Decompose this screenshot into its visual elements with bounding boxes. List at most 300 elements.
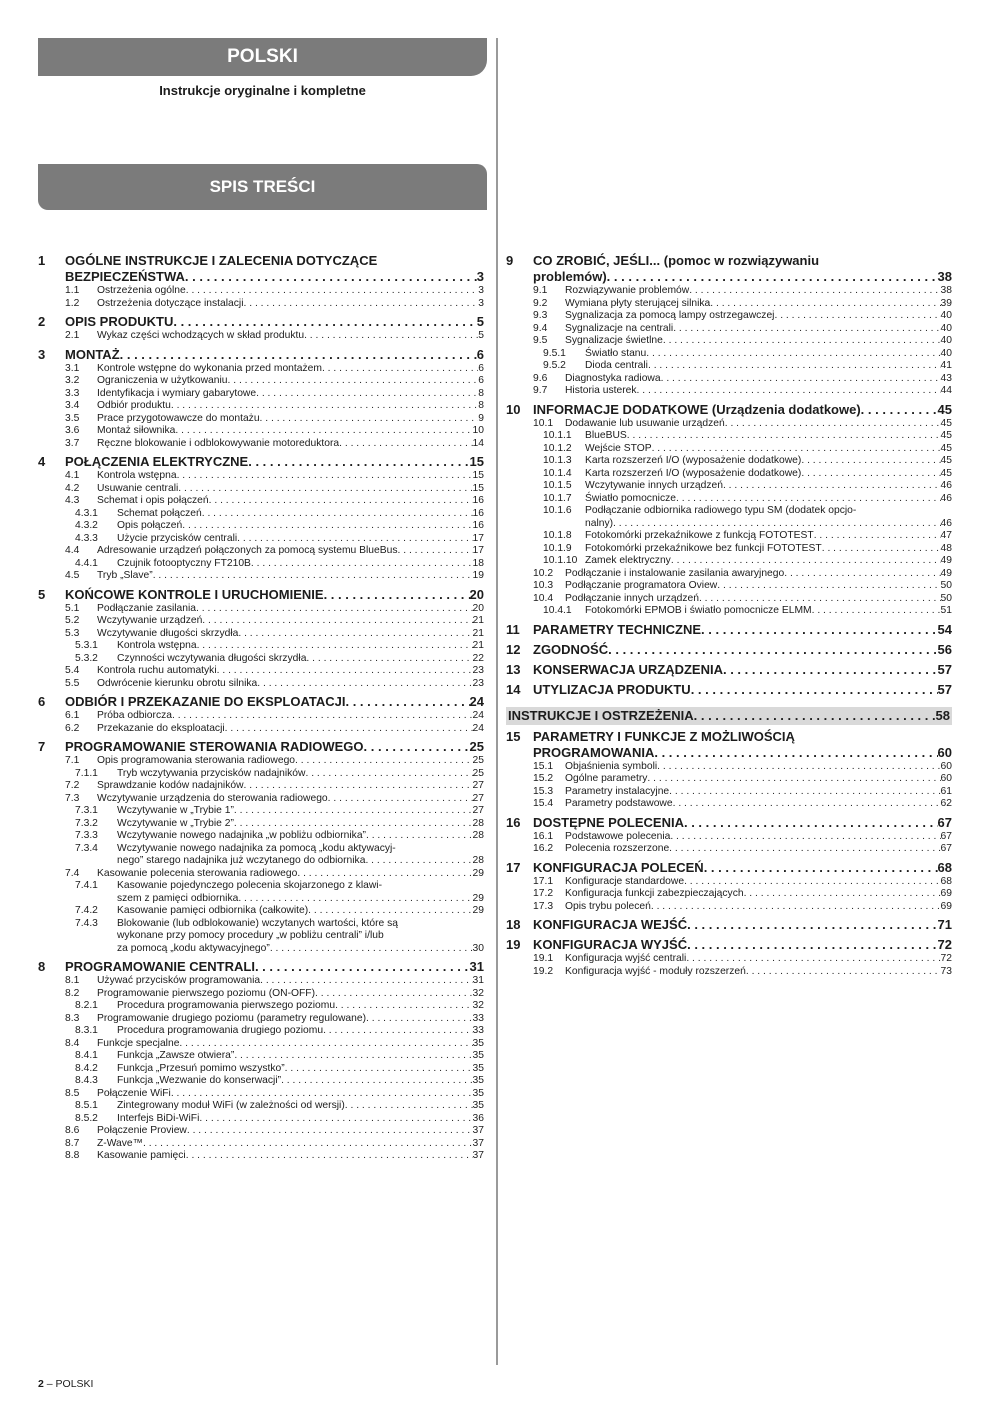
toc-line [97, 388, 484, 401]
dot-leader [173, 314, 476, 330]
entry-title: Historia usterek [565, 385, 637, 396]
entry-number: 8.4.3 [75, 1075, 98, 1086]
toc-section[interactable] [38, 694, 484, 735]
toc-entry[interactable] [533, 580, 952, 593]
dot-leader [774, 310, 940, 323]
toc-line [585, 455, 952, 468]
section-title[interactable] [65, 454, 484, 470]
toc-entry[interactable] [65, 843, 484, 868]
toc-section[interactable] [38, 454, 484, 583]
toc-entry[interactable] [533, 418, 952, 431]
entry-body [585, 493, 952, 506]
entry-title: Konfiguracja funkcji zabezpieczających [565, 888, 744, 899]
section-page: 68 [937, 859, 952, 875]
entry-page: 48 [940, 542, 952, 554]
entry-body [97, 665, 484, 678]
entry-number: 10.3 [533, 580, 554, 591]
toc-entry[interactable] [65, 1125, 484, 1138]
entry-page: 30 [472, 942, 484, 954]
toc-line [117, 1100, 484, 1113]
entry-body [117, 768, 484, 781]
toc-entry[interactable] [533, 480, 952, 493]
toc-entry[interactable] [533, 568, 952, 581]
toc-section[interactable] [38, 253, 484, 310]
toc-section[interactable] [506, 815, 952, 856]
dot-leader [784, 568, 940, 581]
entry-title: Czynności wczytywania długości skrzydła [117, 652, 307, 664]
section-title[interactable] [65, 959, 484, 975]
entry-number: 9.3 [533, 310, 548, 321]
dot-leader [323, 1025, 472, 1038]
toc-line [97, 1038, 484, 1051]
toc-entry[interactable] [533, 443, 952, 456]
toc-line [97, 678, 484, 691]
toc-line [97, 375, 484, 388]
entry-body [117, 640, 484, 653]
entry-page: 28 [472, 855, 484, 866]
dot-leader [297, 868, 472, 881]
toc-section[interactable] [38, 959, 484, 1163]
section-title-text: PARAMETRY TECHNICZNE [533, 621, 702, 637]
entry-number: 1.2 [65, 297, 80, 309]
entry-body [117, 520, 484, 533]
section-body [533, 937, 952, 978]
toc-section[interactable] [506, 917, 952, 933]
toc-section[interactable] [506, 662, 952, 678]
toc-entry[interactable] [65, 615, 484, 628]
toc-line [117, 893, 484, 906]
entry-body [97, 975, 484, 988]
dot-leader [646, 348, 940, 361]
toc-entry[interactable] [65, 793, 484, 806]
footer-page-number: 2 [38, 1378, 44, 1390]
toc-entry[interactable] [65, 780, 484, 793]
toc-entry[interactable] [65, 545, 484, 558]
entry-page: 60 [940, 760, 952, 772]
section-title-text: KONFIGURACJA WEJŚĆ [533, 917, 688, 932]
entry-body [565, 953, 952, 966]
entry-page: 62 [940, 798, 952, 809]
toc-line [565, 373, 952, 386]
toc-entry[interactable] [65, 438, 484, 451]
entry-title: szem z pamięci odbiornika [117, 892, 239, 904]
entry-number: 10.1.8 [543, 530, 572, 541]
entry-body [565, 888, 952, 901]
entry-page: 45 [940, 430, 952, 441]
entry-page: 69 [940, 888, 952, 899]
entry-title: Kasowanie polecenia sterowania radiowego [97, 867, 298, 879]
toc-line [97, 495, 484, 508]
dot-leader [304, 330, 478, 343]
toc-line [565, 568, 952, 581]
toc-entry[interactable] [65, 603, 484, 616]
toc-entry[interactable] [65, 1063, 484, 1076]
toc-line [585, 543, 952, 556]
toc-entry[interactable] [65, 285, 484, 298]
entry-body [565, 773, 952, 786]
entry-body [117, 1075, 484, 1088]
toc-entry[interactable] [65, 1000, 484, 1013]
toc-entry[interactable] [65, 880, 484, 905]
toc-entry[interactable] [65, 1025, 484, 1038]
dot-leader [654, 745, 937, 761]
toc-entry[interactable] [65, 570, 484, 583]
section-title[interactable] [65, 739, 484, 755]
entry-title: Ogólne parametry [565, 773, 648, 784]
toc-entry[interactable] [65, 520, 484, 533]
toc-section[interactable] [38, 314, 484, 343]
dot-leader [861, 402, 938, 418]
entry-number: 10.1.4 [543, 467, 572, 479]
toc-entry[interactable] [65, 298, 484, 311]
entry-number: 4.3.1 [75, 507, 98, 519]
entry-title: Podłączanie programatora Oview [565, 580, 718, 591]
toc-entry[interactable] [65, 1013, 484, 1026]
column-divider [496, 38, 498, 1365]
toc-line [117, 558, 484, 571]
toc-entry[interactable] [533, 285, 952, 298]
entry-body [585, 480, 952, 493]
toc-entry[interactable] [65, 768, 484, 781]
entry-title: Programowanie pierwszego poziomu (ON-OFF) [97, 987, 316, 999]
toc-entry[interactable] [533, 966, 952, 979]
entry-number: 16.2 [533, 843, 554, 854]
toc-entry[interactable] [65, 1075, 484, 1088]
entry-title: nalny) [585, 517, 614, 529]
toc-line [97, 438, 484, 451]
section-title-text: KOŃCOWE KONTROLE I URUCHOMIENIE [65, 586, 324, 602]
entry-title: Karta rozszerzeń I/O (wyposażenie dodatkowe) [585, 455, 802, 466]
section-title-text: PARAMETRY I FUNKCJE Z MOŻLIWOŚCIĄ [533, 728, 795, 744]
entry-body [585, 530, 952, 543]
toc-entry[interactable] [65, 483, 484, 496]
toc-entry[interactable] [65, 640, 484, 653]
toc-line [97, 1138, 484, 1151]
entry-body [97, 710, 484, 723]
toc-entry[interactable] [65, 653, 484, 666]
entry-body [117, 880, 484, 905]
toc-line [117, 1063, 484, 1076]
toc-section[interactable] [506, 622, 952, 638]
entry-body [117, 1063, 484, 1076]
dot-leader [723, 662, 938, 678]
entry-page: 17 [472, 532, 484, 544]
section-body [65, 454, 484, 583]
entry-page: 35 [472, 1075, 484, 1086]
entry-title: Funkcja „Wezwanie do konserwacji” [117, 1075, 282, 1086]
toc-entry[interactable] [533, 953, 952, 966]
toc-entry[interactable] [533, 468, 952, 481]
toc-line [97, 483, 484, 496]
toc-entry[interactable] [65, 710, 484, 723]
section-body [65, 739, 484, 955]
entry-page: 21 [472, 627, 484, 639]
entry-body [565, 335, 952, 348]
dot-leader [365, 855, 472, 868]
section-body [533, 253, 952, 398]
section-title[interactable] [533, 937, 952, 953]
section-page: 67 [937, 814, 952, 830]
dot-leader [244, 298, 479, 311]
toc-entry[interactable] [533, 455, 952, 468]
dot-leader [812, 605, 941, 618]
toc-entry[interactable] [533, 888, 952, 901]
toc-entry[interactable] [533, 593, 952, 606]
section-title[interactable] [533, 253, 952, 285]
entry-page: 21 [472, 640, 484, 651]
entry-title: Z-Wave™ [97, 1137, 143, 1149]
toc-line [97, 1088, 484, 1101]
dot-leader [686, 953, 940, 966]
toc-entry[interactable] [65, 975, 484, 988]
toc-entry[interactable] [533, 493, 952, 506]
toc-entry[interactable] [533, 530, 952, 543]
entry-page: 29 [472, 905, 484, 916]
toc-entry[interactable] [65, 413, 484, 426]
entry-title: Funkcja „Przesuń pomimo wszystko” [117, 1062, 285, 1074]
section-title[interactable] [65, 587, 484, 603]
toc-section[interactable] [38, 587, 484, 691]
toc-entry[interactable] [65, 375, 484, 388]
toc-section[interactable] [506, 937, 952, 978]
section-title[interactable] [533, 682, 952, 698]
toc-entry[interactable] [65, 495, 484, 508]
entry-page: 14 [472, 437, 484, 449]
toc-entry[interactable] [533, 335, 952, 348]
toc-entry[interactable] [533, 831, 952, 844]
toc-entry[interactable] [65, 1113, 484, 1126]
dot-leader [717, 580, 940, 593]
section-body [533, 642, 952, 658]
toc-line [565, 580, 952, 593]
toc-entry[interactable] [533, 505, 952, 530]
entry-page: 51 [940, 605, 952, 616]
toc-entry[interactable] [533, 385, 952, 398]
toc-section[interactable] [38, 347, 484, 451]
entry-number: 7.3.1 [75, 805, 98, 816]
section-body [65, 314, 484, 343]
entry-page: 68 [940, 875, 952, 887]
section-title[interactable] [533, 642, 952, 658]
entry-number: 5.2 [65, 615, 80, 626]
toc-entry[interactable] [533, 798, 952, 811]
section-title-text: KONSERWACJA URZĄDZENIA [533, 661, 723, 677]
section-title[interactable] [533, 662, 952, 678]
section-title-text: PROGRAMOWANIA [533, 744, 655, 760]
toc-entry[interactable] [533, 373, 952, 386]
toc-entry[interactable] [65, 470, 484, 483]
entry-body [117, 653, 484, 666]
toc-entry[interactable] [65, 1100, 484, 1113]
section-title[interactable] [65, 253, 484, 285]
toc-entry[interactable] [533, 298, 952, 311]
toc-entry[interactable] [533, 310, 952, 323]
entry-number: 7.4.3 [75, 917, 98, 929]
entry-page: 50 [940, 592, 952, 604]
entry-number: 9.6 [533, 372, 548, 384]
toc-entry[interactable] [65, 818, 484, 831]
dot-leader [257, 678, 472, 691]
section-title[interactable] [65, 314, 484, 330]
toc-section[interactable] [506, 402, 952, 618]
entry-page: 32 [472, 1000, 484, 1011]
toc-entry[interactable] [65, 905, 484, 918]
toc-entry[interactable] [65, 723, 484, 736]
toc-section[interactable] [38, 739, 484, 955]
dot-leader [657, 761, 940, 774]
entry-number: 7.3 [65, 792, 80, 804]
toc-entry[interactable] [533, 786, 952, 799]
dot-leader [186, 1150, 473, 1163]
entry-title: Wczytywanie w „Trybie 2” [117, 817, 234, 829]
dot-leader [366, 830, 473, 843]
dot-leader [684, 876, 940, 889]
section-number: 6 [38, 694, 46, 709]
dot-leader [306, 653, 472, 666]
entry-title: nego” starego nadajnika już wczytanego do odbiornika [117, 855, 366, 866]
toc-highlight-section[interactable] [506, 707, 952, 725]
toc-entry[interactable] [65, 988, 484, 1001]
entry-page: 61 [940, 785, 952, 797]
toc-entry[interactable] [65, 1038, 484, 1051]
dot-leader [746, 966, 941, 979]
toc-section[interactable] [506, 729, 952, 811]
toc-line [117, 1050, 484, 1063]
toc-entry[interactable] [533, 773, 952, 786]
entry-page: 9 [478, 412, 484, 424]
entry-body [117, 1100, 484, 1113]
toc-entry[interactable] [533, 605, 952, 618]
section-title[interactable] [533, 860, 952, 876]
toc-entry[interactable] [65, 678, 484, 691]
toc-entry[interactable] [65, 830, 484, 843]
dot-leader [234, 805, 473, 818]
entry-page: 40 [940, 310, 952, 321]
toc-line [117, 520, 484, 533]
dot-leader [172, 710, 473, 723]
entry-title: Próba odbiorcza [97, 710, 172, 721]
toc-entry[interactable] [65, 868, 484, 881]
entry-number: 3.7 [65, 437, 80, 449]
section-page: 58 [935, 707, 950, 723]
toc-section[interactable] [506, 642, 952, 658]
section-title[interactable] [533, 815, 952, 831]
section-title[interactable] [65, 694, 484, 710]
dot-leader [704, 860, 938, 876]
entry-page: 24 [472, 710, 484, 721]
toc-entry[interactable] [65, 1050, 484, 1063]
section-title[interactable] [533, 622, 952, 638]
entry-title: Kontrola ruchu automatyki [97, 665, 217, 676]
toc-entry[interactable] [65, 755, 484, 768]
toc-line [585, 468, 952, 481]
toc-entry[interactable] [533, 555, 952, 568]
toc-entry[interactable] [65, 665, 484, 678]
dot-leader [120, 347, 477, 363]
entry-page: 16 [472, 507, 484, 519]
toc-entry[interactable] [533, 323, 952, 336]
toc-entry[interactable] [533, 901, 952, 914]
toc-entry[interactable] [65, 1088, 484, 1101]
toc-entry[interactable] [65, 628, 484, 641]
entry-body [97, 413, 484, 426]
entry-page: 36 [472, 1112, 484, 1124]
section-title[interactable] [65, 347, 484, 363]
toc-entry[interactable] [533, 348, 952, 361]
dot-leader [228, 375, 479, 388]
entry-title: Wczytywanie innych urządzeń [585, 480, 723, 491]
toc-section[interactable] [506, 682, 952, 698]
entry-number: 10.1.3 [543, 455, 572, 466]
entry-number: 7.3.4 [75, 842, 98, 854]
section-title[interactable] [533, 729, 952, 761]
toc-entry[interactable] [65, 533, 484, 546]
toc-entry[interactable] [65, 558, 484, 571]
toc-entry[interactable] [533, 360, 952, 373]
toc-line [117, 805, 484, 818]
toc-entry[interactable] [533, 430, 952, 443]
toc-entry[interactable] [65, 425, 484, 438]
toc-entry[interactable] [533, 876, 952, 889]
toc-entry[interactable] [65, 400, 484, 413]
toc-banner [38, 164, 487, 210]
dot-leader [238, 893, 472, 906]
section-number: 12 [506, 641, 521, 657]
toc-entry[interactable] [65, 918, 484, 956]
toc-section[interactable] [506, 253, 952, 398]
section-title[interactable] [506, 707, 952, 725]
toc-entry[interactable] [65, 805, 484, 818]
dot-leader [691, 682, 938, 698]
entry-number: 8.4 [65, 1037, 80, 1049]
toc-entry[interactable] [533, 543, 952, 556]
entry-body [585, 505, 952, 530]
entry-body [97, 723, 484, 736]
entry-title: Kasowanie pamięci odbiornika (całkowite) [117, 905, 309, 916]
toc-entry[interactable] [65, 363, 484, 376]
toc-line [117, 830, 484, 843]
toc-line [533, 642, 952, 658]
toc-entry[interactable] [533, 761, 952, 774]
toc-section[interactable] [506, 860, 952, 914]
entry-number: 10.1.9 [543, 542, 572, 554]
toc-entry[interactable] [65, 1138, 484, 1151]
toc-line [585, 605, 952, 618]
toc-entry[interactable] [65, 508, 484, 521]
section-title[interactable] [533, 917, 952, 933]
section-title-text: BEZPIECZEŃSTWA [65, 269, 185, 284]
entry-body [565, 593, 952, 606]
section-title[interactable] [533, 402, 952, 418]
toc-entry[interactable] [533, 843, 952, 856]
entry-page: 72 [940, 953, 952, 964]
entry-title: Dodawanie lub usuwanie urządzeń [565, 417, 725, 429]
entry-body [97, 868, 484, 881]
entry-title: Sygnalizacje świetlne [565, 335, 663, 346]
section-body [533, 815, 952, 856]
toc-entry[interactable] [65, 330, 484, 343]
toc-line [97, 603, 484, 616]
section-title-text: ZGODNOŚĆ [533, 641, 609, 657]
entry-title: Fotokomórki przekaźnikowe z funkcją FOTOTEST [585, 530, 814, 541]
dot-leader [725, 418, 941, 431]
toc-entry[interactable] [65, 1150, 484, 1163]
toc-line [565, 310, 952, 323]
toc-entry[interactable] [65, 388, 484, 401]
dot-leader [607, 269, 938, 285]
toc-line [65, 347, 484, 363]
entry-title: Tryb „Slave” [97, 570, 153, 581]
